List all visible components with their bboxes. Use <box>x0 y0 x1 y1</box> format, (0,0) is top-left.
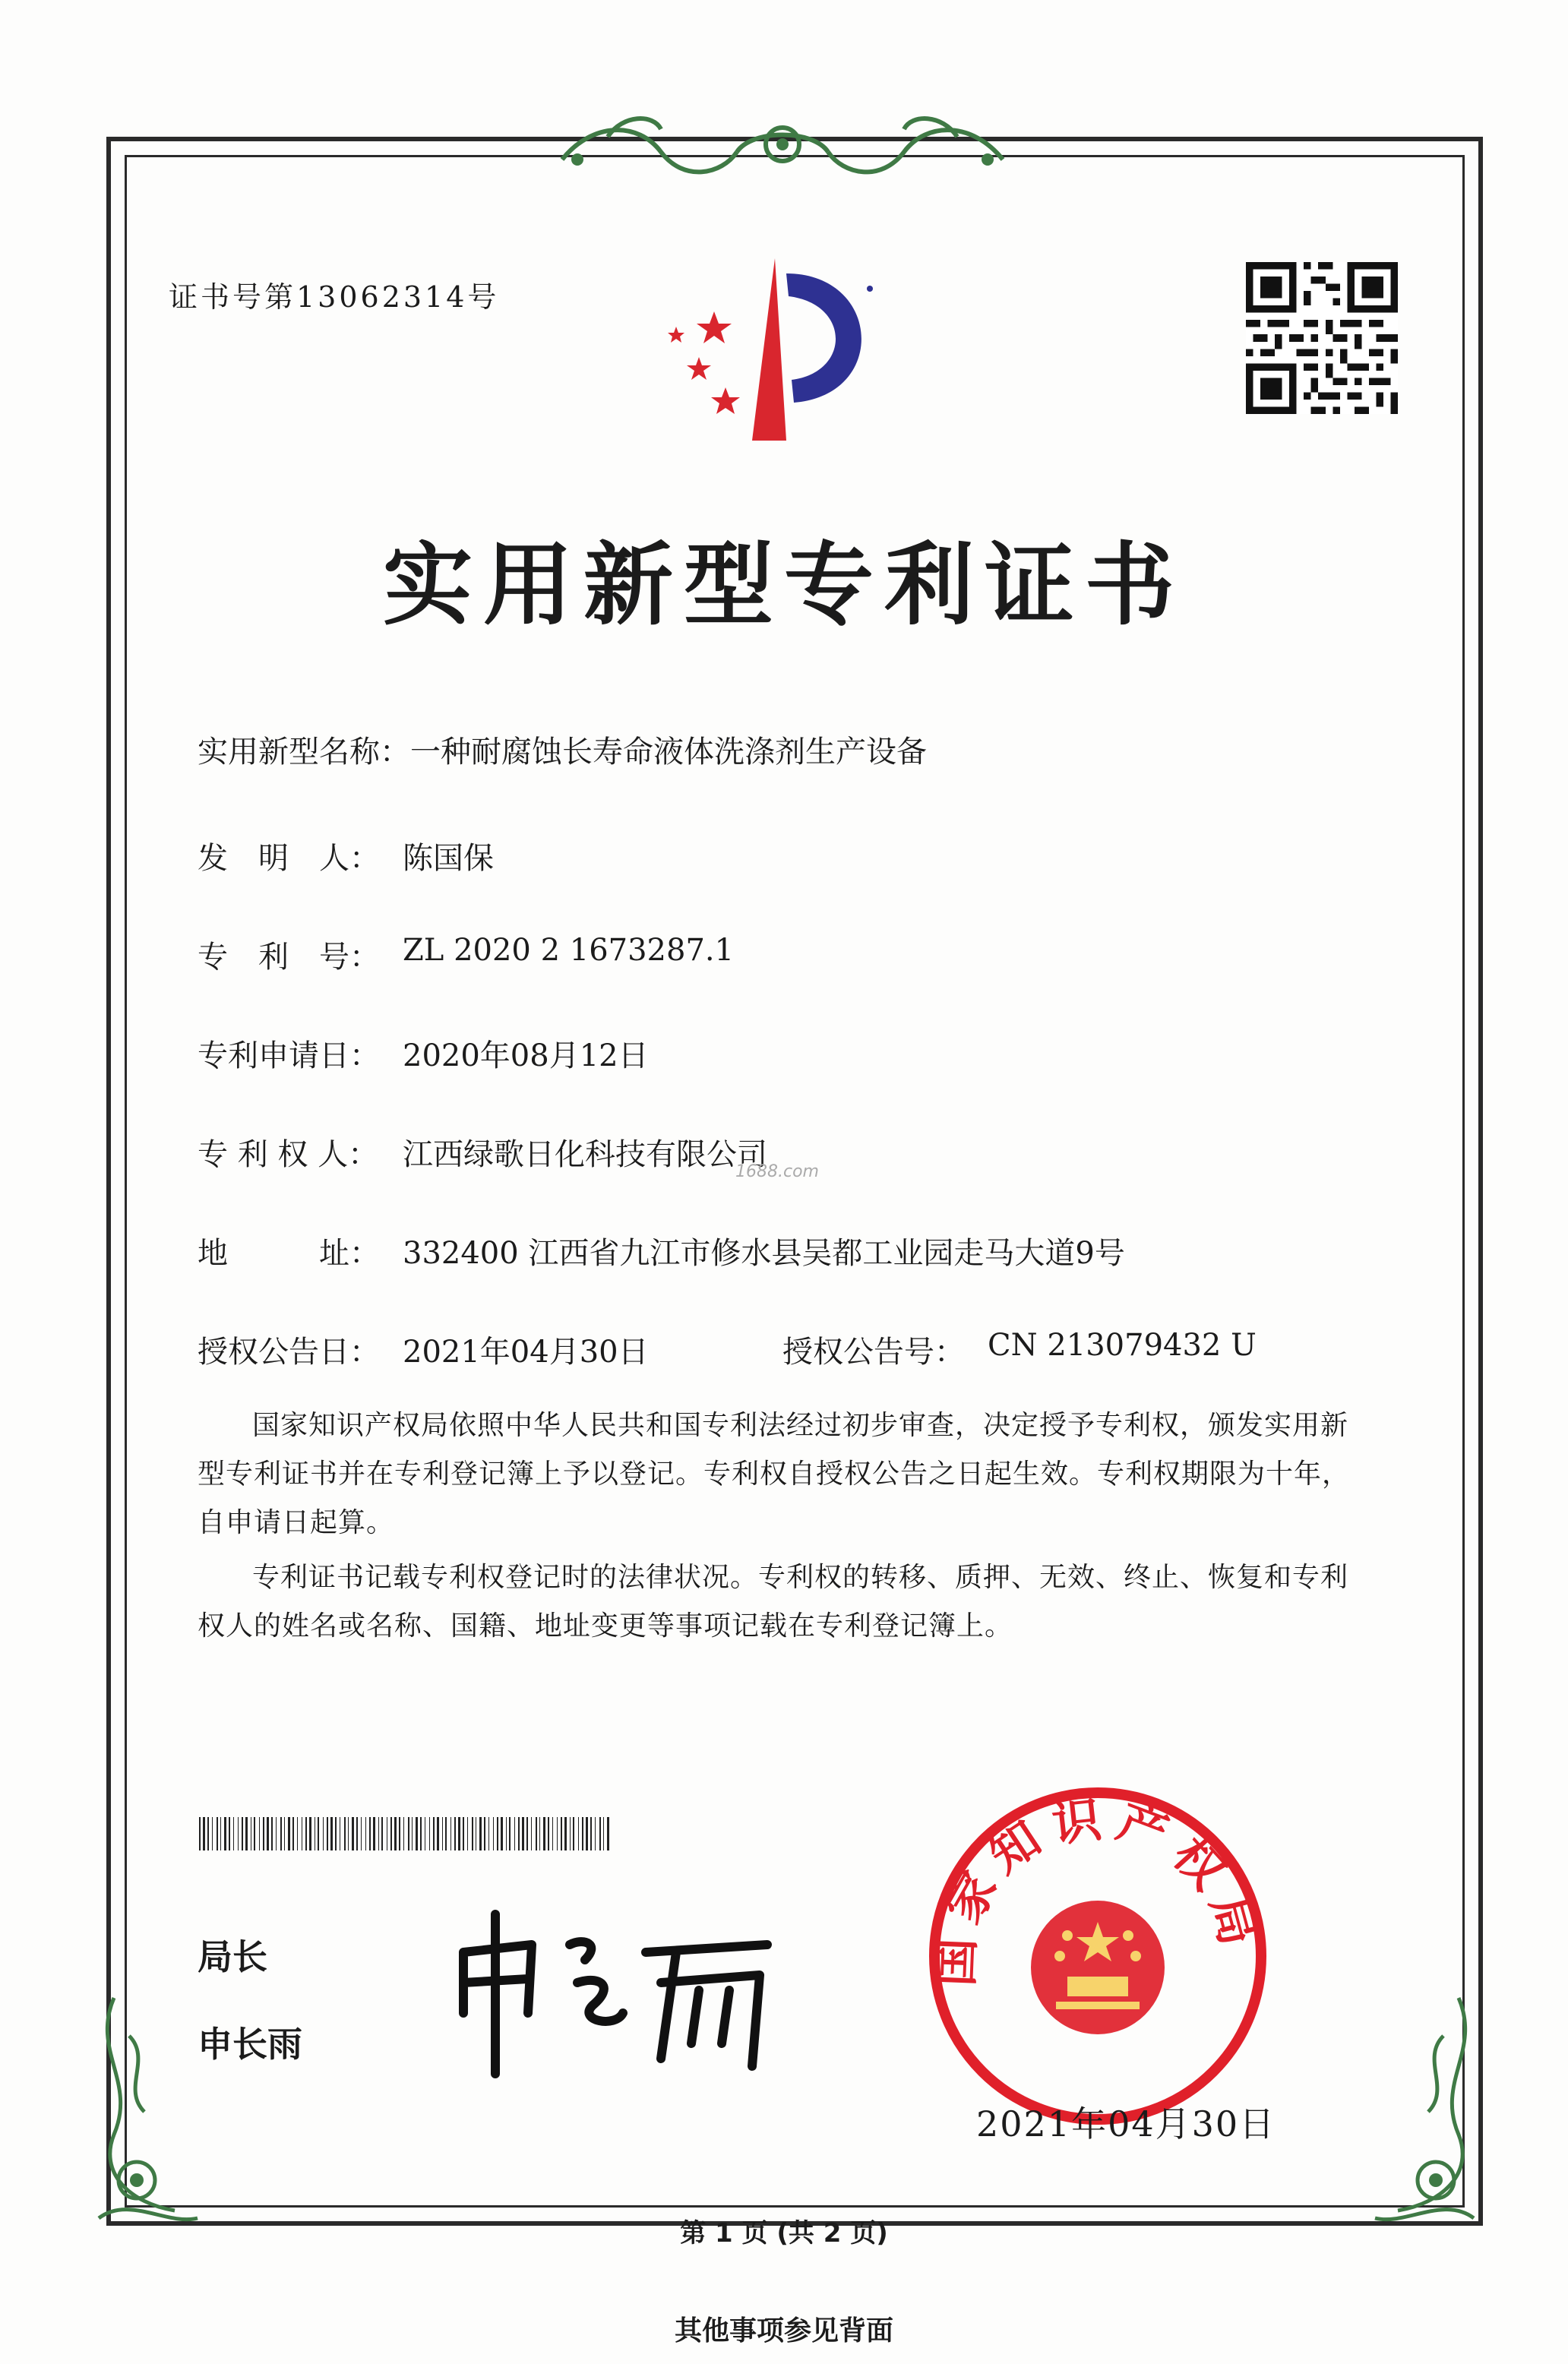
barcode-bar <box>267 1817 269 1850</box>
model-name-label: 实用新型名称： <box>198 735 410 770</box>
barcode-bar <box>488 1817 489 1850</box>
barcode-bar <box>327 1817 328 1850</box>
barcode-bar <box>403 1817 404 1850</box>
barcode-bar <box>557 1817 558 1850</box>
barcode-bar <box>501 1817 503 1850</box>
barcode-bar <box>220 1817 221 1850</box>
barcode-bar <box>207 1817 209 1850</box>
barcode-bar <box>394 1817 397 1850</box>
bottom-left-ornament-icon <box>84 1990 213 2233</box>
barcode-bar <box>590 1817 592 1850</box>
bottom-right-ornament-icon <box>1360 1990 1489 2233</box>
barcode-bar <box>297 1817 298 1850</box>
patent-number-label: 专 利 号： <box>198 940 380 975</box>
barcode-bar <box>518 1817 520 1850</box>
patentee-label: 专 利 权 人： <box>198 1137 379 1172</box>
barcode-bar <box>356 1817 358 1850</box>
barcode-bar <box>445 1817 447 1850</box>
barcode-bar <box>463 1817 464 1850</box>
barcode-bar <box>582 1817 583 1850</box>
barcode-bar <box>514 1817 515 1850</box>
barcode-bar <box>467 1817 468 1850</box>
qr-code-icon <box>1246 258 1398 418</box>
barcode-bar <box>292 1817 294 1850</box>
barcode-bar <box>607 1817 609 1850</box>
barcode-bar <box>458 1817 460 1850</box>
grant-date-value: 2021年04月30日 <box>403 1335 649 1370</box>
barcode-bar <box>454 1817 456 1850</box>
barcode-bar <box>318 1817 319 1850</box>
barcode-bar <box>578 1817 579 1850</box>
filing-date-value: 2020年08月12日 <box>403 1038 649 1073</box>
grant-number-label: 授权公告号： <box>782 1335 965 1370</box>
barcode-bar <box>416 1817 418 1850</box>
barcode-bar <box>433 1817 435 1850</box>
barcode-bar <box>238 1817 239 1850</box>
address-label: 地 址： <box>198 1236 380 1271</box>
barcode-bar <box>408 1817 409 1850</box>
barcode-bar <box>330 1817 333 1850</box>
top-ornament-icon <box>547 106 1018 190</box>
barcode-bar <box>484 1817 485 1850</box>
legal-text <box>198 1402 1367 1651</box>
svg-text:国家知识产权局: 国家知识产权局 <box>927 1790 1269 1988</box>
barcode-bar <box>199 1817 201 1850</box>
certificate-number: 证书号第13062314号 <box>169 280 500 314</box>
barcode-bar <box>586 1817 588 1850</box>
barcode-bar <box>381 1817 383 1850</box>
barcode-bar <box>288 1817 290 1850</box>
barcode-bar <box>531 1817 532 1850</box>
barcode-bar <box>543 1817 545 1850</box>
page-number: 第 1 页 (共 2 页) <box>680 2218 888 2249</box>
barcode-bar <box>570 1817 571 1850</box>
barcode-bar <box>564 1817 567 1850</box>
barcode-bar <box>399 1817 400 1850</box>
barcode-bar <box>217 1817 218 1850</box>
barcode-bar <box>536 1817 537 1850</box>
barcode-bar <box>573 1817 574 1850</box>
barcode-bar <box>369 1817 371 1850</box>
page-title: 实用新型专利证书 <box>382 532 1185 637</box>
barcode-bar <box>506 1817 507 1850</box>
barcode-bar <box>344 1817 346 1850</box>
official-seal-icon <box>919 1778 1276 2135</box>
barcode-bar <box>229 1817 230 1850</box>
director-name: 申长雨 <box>198 2024 302 2065</box>
barcode-bar <box>429 1817 430 1850</box>
barcode-bar <box>212 1817 213 1850</box>
patent-office-emblem-icon <box>661 243 904 456</box>
barcode-bar <box>245 1817 248 1850</box>
barcode-bar <box>242 1817 243 1850</box>
barcode-bar <box>254 1817 255 1850</box>
barcode-bar <box>479 1817 482 1850</box>
barcode-bar <box>233 1817 234 1850</box>
barcode-bar <box>595 1817 596 1850</box>
barcode-bar <box>548 1817 549 1850</box>
barcode-bar <box>284 1817 285 1850</box>
barcode-bar <box>276 1817 277 1850</box>
barcode-bar <box>420 1817 422 1850</box>
barcode-bar <box>412 1817 413 1850</box>
barcode-bar <box>437 1817 439 1850</box>
barcode-bar <box>442 1817 443 1850</box>
barcode-bar <box>203 1817 205 1850</box>
inventor-label: 发 明 人： <box>198 841 380 876</box>
barcode-bar <box>599 1817 601 1850</box>
legal-paragraph-2: 专利证书记载专利权登记时的法律状况。专利权的转移、质押、无效、终止、恢复和专利权人的姓名或名称、国籍、地址变更等事项记载在专利登记簿上。 <box>198 1562 1349 1642</box>
director-title: 局长 <box>198 1936 267 1977</box>
barcode-bar <box>552 1817 553 1850</box>
barcode-bar <box>224 1817 226 1850</box>
barcode-bar <box>280 1817 282 1850</box>
barcode-bar <box>522 1817 524 1850</box>
legal-paragraph-1: 国家知识产权局依照中华人民共和国专利法经过初步审查，决定授予专利权，颁发实用新型专利证书并在专利登记簿上予以登记。专利权自授权公告之日起生效。专利权期限为十年，自申请日起算。 <box>198 1410 1351 1538</box>
barcode-bar <box>352 1817 354 1850</box>
barcode-bar <box>271 1817 273 1850</box>
barcode-bar <box>305 1817 307 1850</box>
seal-date: 2021年04月30日 <box>976 2103 1276 2144</box>
barcode-bar <box>373 1817 375 1850</box>
patentee-value: 江西绿歌日化科技有限公司 <box>403 1137 767 1172</box>
footer-note: 其他事项参见背面 <box>674 2315 893 2347</box>
barcode-bar <box>493 1817 494 1850</box>
model-name-value: 一种耐腐蚀长寿命液体洗涤剂生产设备 <box>410 735 927 770</box>
barcode-bar <box>361 1817 362 1850</box>
barcode-bar <box>323 1817 324 1850</box>
address-value: 332400 江西省九江市修水县吴都工业园走马大道9号 <box>403 1236 1125 1271</box>
filing-date-label: 专利申请日： <box>198 1038 380 1073</box>
barcode-bar <box>472 1817 473 1850</box>
barcode-bar <box>497 1817 498 1850</box>
barcode-bar <box>365 1817 366 1850</box>
barcode-bar <box>378 1817 379 1850</box>
barcode-bar <box>259 1817 260 1850</box>
inventor-value: 陈国保 <box>403 841 494 876</box>
barcode-bar <box>390 1817 392 1850</box>
grant-number-value: CN 213079432 U <box>988 1328 1257 1363</box>
barcode-bar <box>509 1817 511 1850</box>
patent-number-value: ZL 2020 2 1673287.1 <box>403 933 735 968</box>
barcode-bar <box>539 1817 540 1850</box>
barcode-bar <box>561 1817 562 1850</box>
director-signature-icon <box>448 1899 798 2081</box>
barcode-bar <box>348 1817 349 1850</box>
barcode-bar <box>263 1817 264 1850</box>
barcode-icon <box>199 1817 609 1850</box>
barcode-bar <box>603 1817 604 1850</box>
barcode-bar <box>450 1817 451 1850</box>
grant-date-label: 授权公告日： <box>198 1335 380 1370</box>
watermark: 1688.com <box>735 1162 819 1181</box>
barcode-bar <box>526 1817 528 1850</box>
barcode-bar <box>335 1817 337 1850</box>
barcode-bar <box>309 1817 311 1850</box>
